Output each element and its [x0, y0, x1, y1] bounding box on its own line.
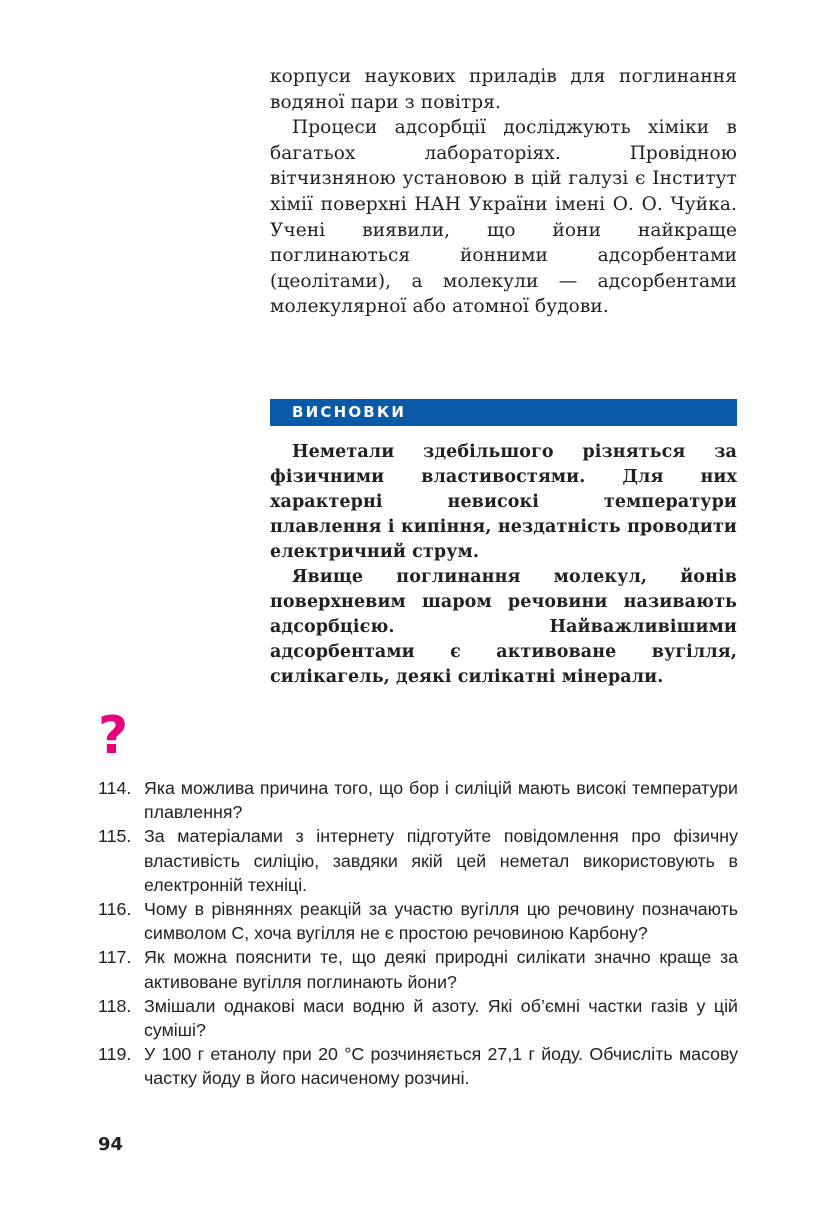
question-item — [98, 994, 738, 1042]
intro-text — [270, 64, 737, 320]
conclusions-title: ВИСНОВКИ — [292, 403, 407, 421]
conclusions-text — [270, 440, 737, 690]
question-text: У 100 г етанолу при 20 °C розчиняється 27,1 г йоду. Обчисліть масову частку йоду в його насиченому розчині. — [144, 1044, 738, 1089]
question-mark-icon: ? — [98, 706, 129, 766]
questions-list — [98, 776, 738, 1091]
question-item — [98, 945, 738, 993]
question-number: 118. — [98, 995, 132, 1016]
question-number: 114. — [98, 778, 132, 798]
intro-paragraph-1: корпуси наукових приладів для поглинання водяної пари з повітря. — [270, 66, 737, 113]
question-number: 119. — [98, 1044, 132, 1065]
conclusions-paragraph-1: Неметали здебільшого різняться за фізичними властивостями. Для них характерні невисокі температури плавлення і кипіння, нездатність проводити електричний струм. — [270, 442, 737, 562]
question-item — [98, 824, 738, 897]
page-number: 94 — [98, 1134, 124, 1155]
question-text: Чому в рівняннях реакцій за участю вугілля цю речовину позначають символом C, хоча вугілля не є простою речовиною Карбону? — [144, 899, 738, 944]
question-number: 116. — [98, 899, 132, 920]
question-text: За матеріалами з інтернету підготуйте повідомлення про фізичну властивість силіцію, завдяки якій цей неметал використовують в електронній техніці. — [144, 826, 738, 895]
question-item — [98, 1042, 738, 1090]
question-number: 115. — [98, 826, 132, 847]
question-item — [98, 897, 738, 945]
question-number: 117. — [98, 947, 132, 968]
question-text: Яка можлива причина того, що бор і силіцій мають високі температури плавлення? — [144, 778, 738, 823]
conclusions-paragraph-2: Явище поглинання молекул, йонів поверхневим шаром речовини називають адсорбцією. Найважливішими адсорбентами є активоване вугілля, силікагель, деякі силікатні мінерали. — [270, 567, 737, 687]
intro-paragraph-2: Процеси адсорбції досліджують хіміки в багатьох лабораторіях. Провідною вітчизняною установою в цій галузі є Інститут хімії поверхні НАН України імені О. О. Чуйка. Учені виявили, що йони найкраще поглинаються йонними адсорбентами (цеолітами), а молекули — адсорбентами молекулярної або атомної будови. — [270, 117, 737, 318]
conclusions-header — [270, 399, 737, 426]
question-text: Змішали однакові маси водню й азоту. Які об’ємні частки газів у цій суміші? — [144, 995, 738, 1041]
question-item — [98, 776, 738, 824]
question-text: Як можна пояснити те, що деякі природні силікати значно краще за активоване вугілля поглинають йони? — [144, 947, 738, 992]
